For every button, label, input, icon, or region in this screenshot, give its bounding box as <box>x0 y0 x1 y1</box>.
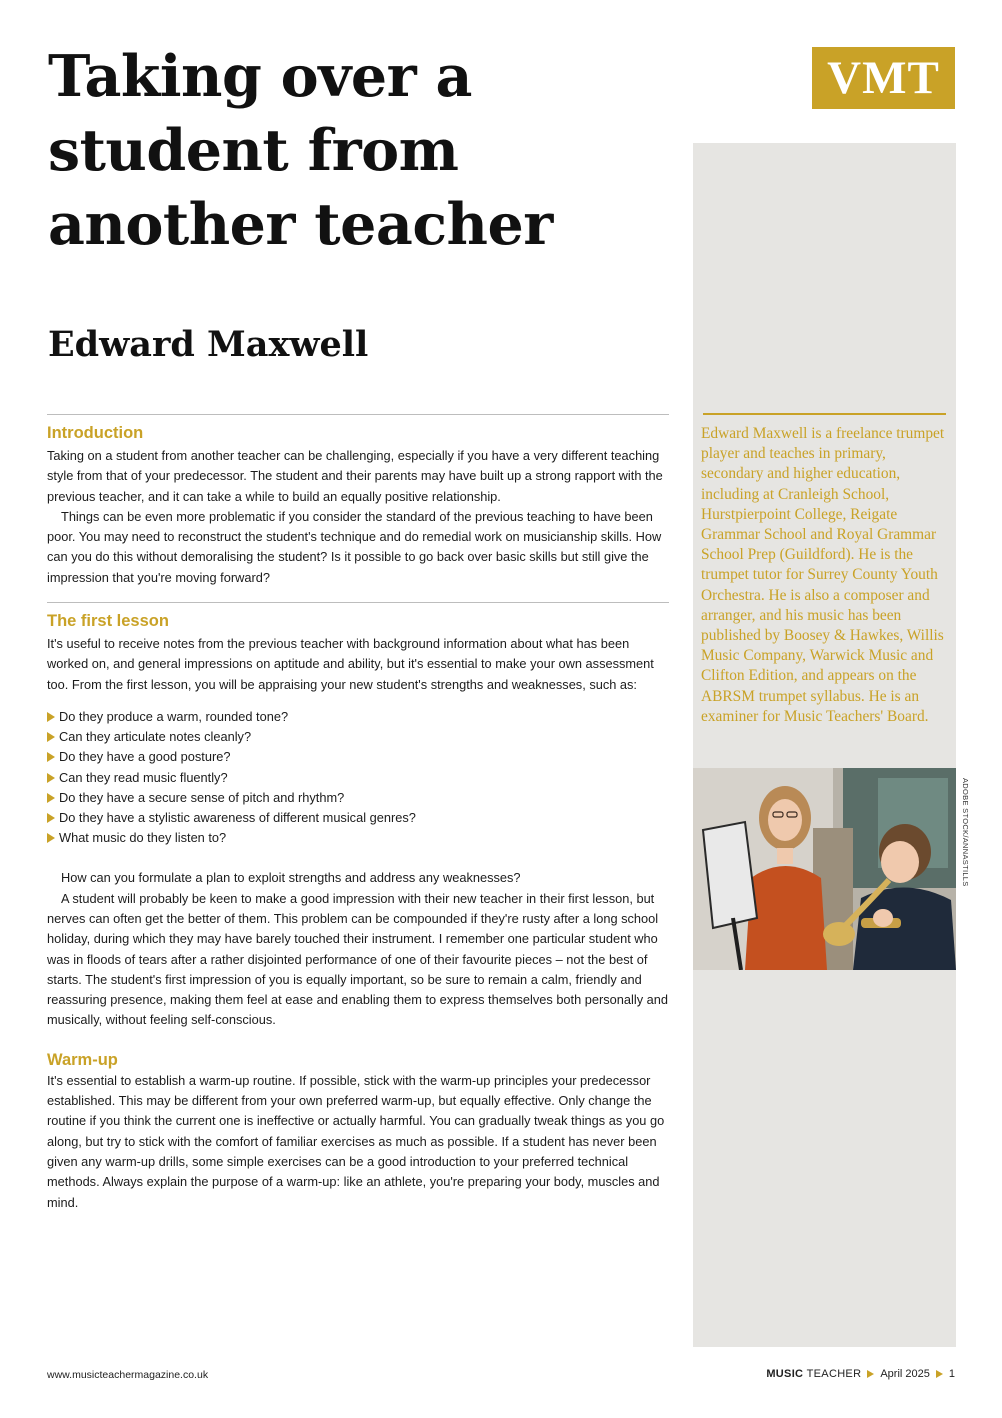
lesson-photo <box>693 768 956 970</box>
sidebar-panel <box>693 143 956 1347</box>
footer-url: www.musicteachermagazine.co.uk <box>47 1369 209 1381</box>
triangle-arrow-icon <box>936 1370 943 1378</box>
warm-up-heading: Warm-up <box>47 1050 118 1069</box>
triangle-arrow-icon <box>47 732 55 742</box>
footer-info <box>766 1368 955 1380</box>
first-lesson-paragraph: How can you formulate a plan to exploit strengths and address any weaknesses? <box>61 870 521 886</box>
triangle-arrow-icon <box>47 752 55 762</box>
first-lesson-heading: The first lesson <box>47 612 169 631</box>
triangle-arrow-icon <box>47 833 55 843</box>
first-lesson-paragraph: A student will probably be keen to make a good impression with their new teacher in their first lesson, but nerves can often get the better of them. This problem can be compounded if they're rusty after a long school holiday, during which they may have barely touched their instrument. I remember one particular student who was in floods of tears after a rather disjointed performance of one of their favourite pieces – not the best of starts. The student's first impression of you is equally important, so be sure to remain a calm, friendly and reassuring presence, making them feel at ease and enabling them to express themselves both personally and musically, without feeling self-conscious. <box>47 890 669 1028</box>
article-body <box>47 414 669 1213</box>
list-item: Do they produce a warm, rounded tone? <box>47 707 669 727</box>
intro-paragraph: Things can be even more problematic if you consider the standard of the previous teaching to have been poor. You may need to reconstruct the student's technique and do remedial work on musicianship skills. How can you do this without demoralising the student? Is it possible to go back over basic skills but still give the impression that you're moving forward? <box>47 508 662 585</box>
list-item: Do they have a secure sense of pitch and rhythm? <box>47 788 669 808</box>
triangle-arrow-icon <box>47 773 55 783</box>
triangle-arrow-icon <box>47 793 55 803</box>
list-item: What music do they listen to? <box>47 828 669 848</box>
list-item: Can they articulate notes cleanly? <box>47 727 669 747</box>
issue-date: April 2025 <box>880 1368 930 1380</box>
author-bio: Edward Maxwell is a freelance trumpet player and teaches in primary, secondary and higher education, including at Cranleigh School, Hurstpierpoint College, Reigate Grammar School and Royal Grammar School Prep (Guildford). He is the trumpet tutor for Surrey County Youth Orchestra. He is also a composer and arranger, and his music has been published by Boosey & Hawkes, Willis Music Company, Warwick Music and Clifton Edition, and appears on the ABRSM trumpet syllabus. He is an examiner for Music Teachers' Board. <box>701 425 945 725</box>
introduction-heading: Introduction <box>47 424 144 442</box>
magazine-name: MUSIC TEACHER <box>766 1368 862 1380</box>
photo-credit: ADOBE STOCK/ANNASTILLS <box>961 778 970 887</box>
triangle-arrow-icon <box>867 1370 874 1378</box>
author-name: Edward Maxwell <box>48 324 369 365</box>
section-divider <box>47 602 669 603</box>
section-divider <box>47 414 669 415</box>
intro-paragraph: Taking on a student from another teacher can be challenging, especially if you have a very different teaching style from that of your predecessor. The student and their parents may have built up a strong rapport with the previous teacher, and it can take a while to build an equally positive relationship. <box>47 448 663 504</box>
triangle-arrow-icon <box>47 712 55 722</box>
list-item: Do they have a good posture? <box>47 747 669 767</box>
article-title: Taking over a student from another teacher <box>48 43 553 258</box>
list-item: Can they read music fluently? <box>47 768 669 788</box>
triangle-arrow-icon <box>47 813 55 823</box>
vmt-logo: VMT <box>812 47 955 109</box>
warm-up-paragraph: It's essential to establish a warm-up routine. If possible, stick with the warm-up principles your predecessor established. This may be different from your own preferred warm-up, but equally effective. Only change the routine if you think the current one is ineffective or actually harmful. You can gradually tweak things as you go along, but try to stick with the comfort of familiar exercises as much as possible. If a student has never been given any warm-up drills, some simple exercises can be a good introduction to your preferred technical methods. Always explain the purpose of a warm-up: like an athlete, you're preparing your body, muscles and mind. <box>47 1072 665 1210</box>
page-number: 1 <box>948 1368 955 1380</box>
first-lesson-intro: It's useful to receive notes from the previous teacher with background information about what has been worked on, and general impressions on aptitude and ability, but it's essential to make your own assessment too. From the first lesson, you will be appraising your new student's strengths and weaknesses, such as: <box>47 636 654 692</box>
assessment-list <box>47 707 669 848</box>
list-item: Do they have a stylistic awareness of different musical genres? <box>47 808 669 828</box>
bio-divider <box>703 413 946 415</box>
